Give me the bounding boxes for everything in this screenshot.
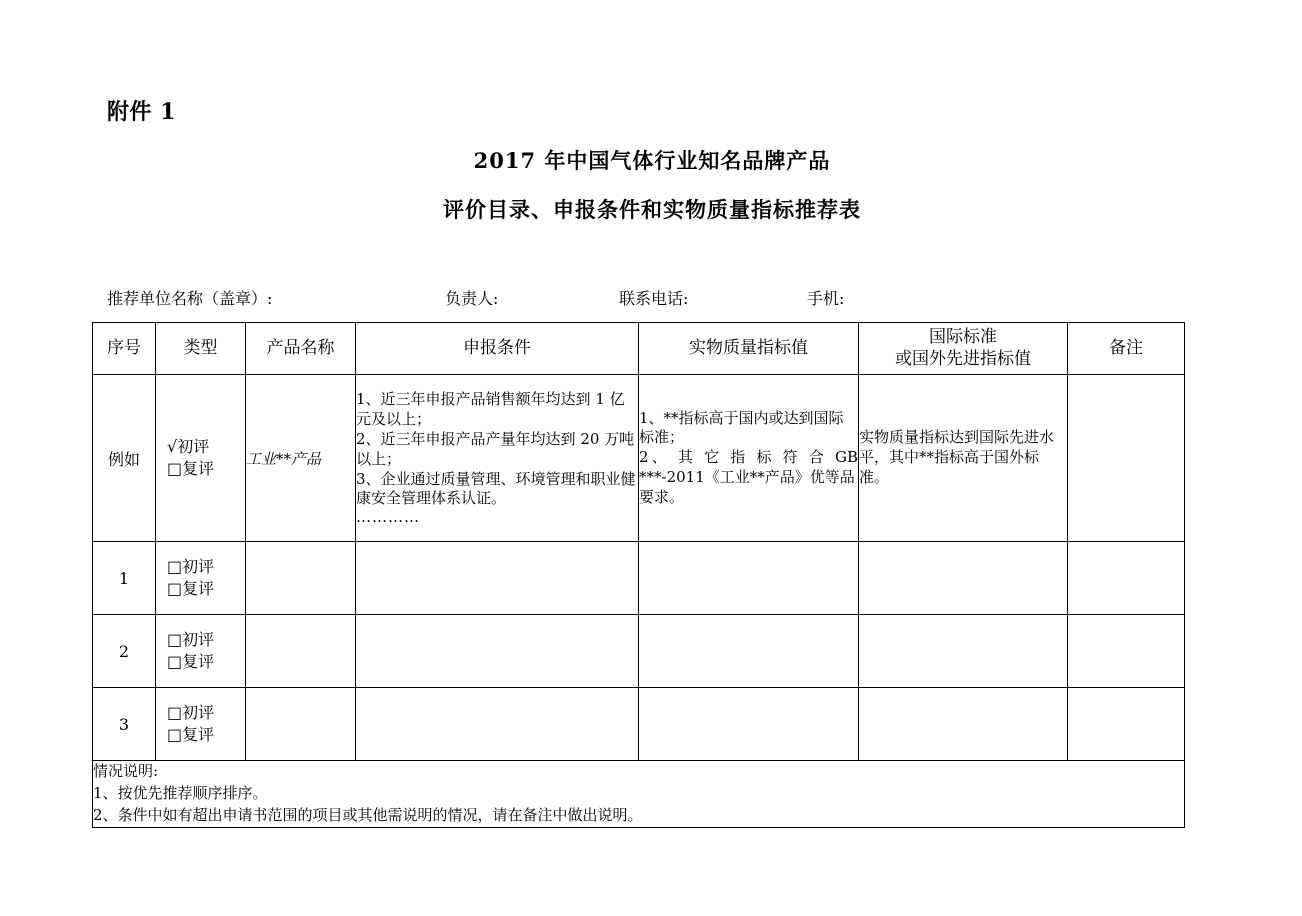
responsible-person-label: 负责人: <box>445 289 499 308</box>
header-type: 类型 <box>156 323 246 375</box>
product-name-value: 工业**产品 <box>246 449 322 468</box>
row-quality-value[interactable] <box>639 615 859 688</box>
row-conditions[interactable] <box>356 615 639 688</box>
table-row <box>93 615 1185 688</box>
row-remarks[interactable] <box>1068 542 1185 615</box>
condition-item-3: 3、企业通过质量管理、环境管理和职业健康安全管理体系认证。 <box>356 469 636 508</box>
header-intl-standard-line2: 或国外先进指标值 <box>895 348 1031 369</box>
contact-phone-label: 联系电话: <box>619 289 689 308</box>
condition-item-2: 2、近三年申报产品产量年均达到 20 万吨以上； <box>356 429 635 468</box>
header-product-name: 产品名称 <box>246 323 356 375</box>
row-product-name[interactable] <box>246 688 356 761</box>
row-conditions <box>356 375 639 542</box>
row-quality-value[interactable] <box>639 542 859 615</box>
row-remarks[interactable] <box>1068 688 1185 761</box>
header-quality-value: 实物质量指标值 <box>639 323 859 375</box>
row-quality-value[interactable] <box>639 688 859 761</box>
quality-item-2-head: 2、 其 它 指 标 符 合 GB <box>639 448 858 467</box>
row-type <box>156 375 246 542</box>
table-row <box>93 375 1185 542</box>
type-option-initial[interactable]: □初评 <box>167 556 215 576</box>
type-option-initial[interactable]: □初评 <box>167 629 215 649</box>
row-intl-standard[interactable] <box>859 542 1068 615</box>
recommender-info-line <box>107 286 1187 308</box>
row-intl-standard[interactable] <box>859 688 1068 761</box>
table-row <box>93 542 1185 615</box>
mobile-label: 手机: <box>807 289 845 308</box>
row-seq: 例如 <box>93 375 156 542</box>
type-option-review[interactable]: □复评 <box>167 725 215 744</box>
row-product-name <box>246 375 356 542</box>
notes-item-1: 1、按优先推荐顺序排序。 <box>93 784 268 803</box>
recommendation-table <box>92 322 1185 828</box>
quality-item-2-tail: ***-2011《工业**产品》优等品要求。 <box>639 467 855 506</box>
type-option-review[interactable]: □复评 <box>167 459 215 478</box>
type-option-review[interactable]: □复评 <box>167 652 215 671</box>
header-conditions: 申报条件 <box>356 323 639 375</box>
recommend-unit-label: 推荐单位名称（盖章）: <box>107 289 273 308</box>
row-remarks[interactable] <box>1068 615 1185 688</box>
row-conditions[interactable] <box>356 688 639 761</box>
row-product-name[interactable] <box>246 542 356 615</box>
notes-title: 情况说明: <box>93 762 159 781</box>
row-product-name[interactable] <box>246 615 356 688</box>
row-seq: 3 <box>93 688 156 761</box>
notes-cell <box>93 761 1185 828</box>
row-conditions[interactable] <box>356 542 639 615</box>
notes-item-2: 2、条件中如有超出申请书范围的项目或其他需说明的情况，请在备注中做出说明。 <box>93 805 643 824</box>
type-option-initial[interactable]: □初评 <box>167 702 215 722</box>
row-seq: 1 <box>93 542 156 615</box>
attachment-label: 附件 1 <box>107 99 176 125</box>
header-intl-standard-line1: 国际标准 <box>929 327 997 348</box>
quality-item-1: 1、**指标高于国内或达到国际标准； <box>639 408 844 447</box>
table-row <box>93 688 1185 761</box>
row-type <box>156 615 246 688</box>
document-title-line1: 2017 年中国气体行业知名品牌产品 <box>473 148 831 173</box>
type-option-review[interactable]: □复评 <box>167 579 215 598</box>
row-type <box>156 688 246 761</box>
header-remarks: 备注 <box>1068 323 1185 375</box>
row-intl-standard: 实物质量指标达到国际先进水平，其中**指标高于国外标准。 <box>859 375 1068 542</box>
table-notes-row <box>93 761 1185 828</box>
row-seq: 2 <box>93 615 156 688</box>
condition-item-1: 1、近三年申报产品销售额年均达到 1 亿元及以上； <box>356 390 625 429</box>
header-seq: 序号 <box>93 323 156 375</box>
type-option-initial[interactable]: √初评 <box>167 436 210 456</box>
condition-ellipsis: ………… <box>356 508 420 527</box>
document-title-line2: 评价目录、申报条件和实物质量指标推荐表 <box>443 197 861 222</box>
table-header-row <box>93 323 1185 375</box>
header-intl-standard <box>859 323 1068 375</box>
row-quality-value <box>639 375 859 542</box>
row-remarks[interactable] <box>1068 375 1185 542</box>
row-intl-standard[interactable] <box>859 615 1068 688</box>
row-type <box>156 542 246 615</box>
